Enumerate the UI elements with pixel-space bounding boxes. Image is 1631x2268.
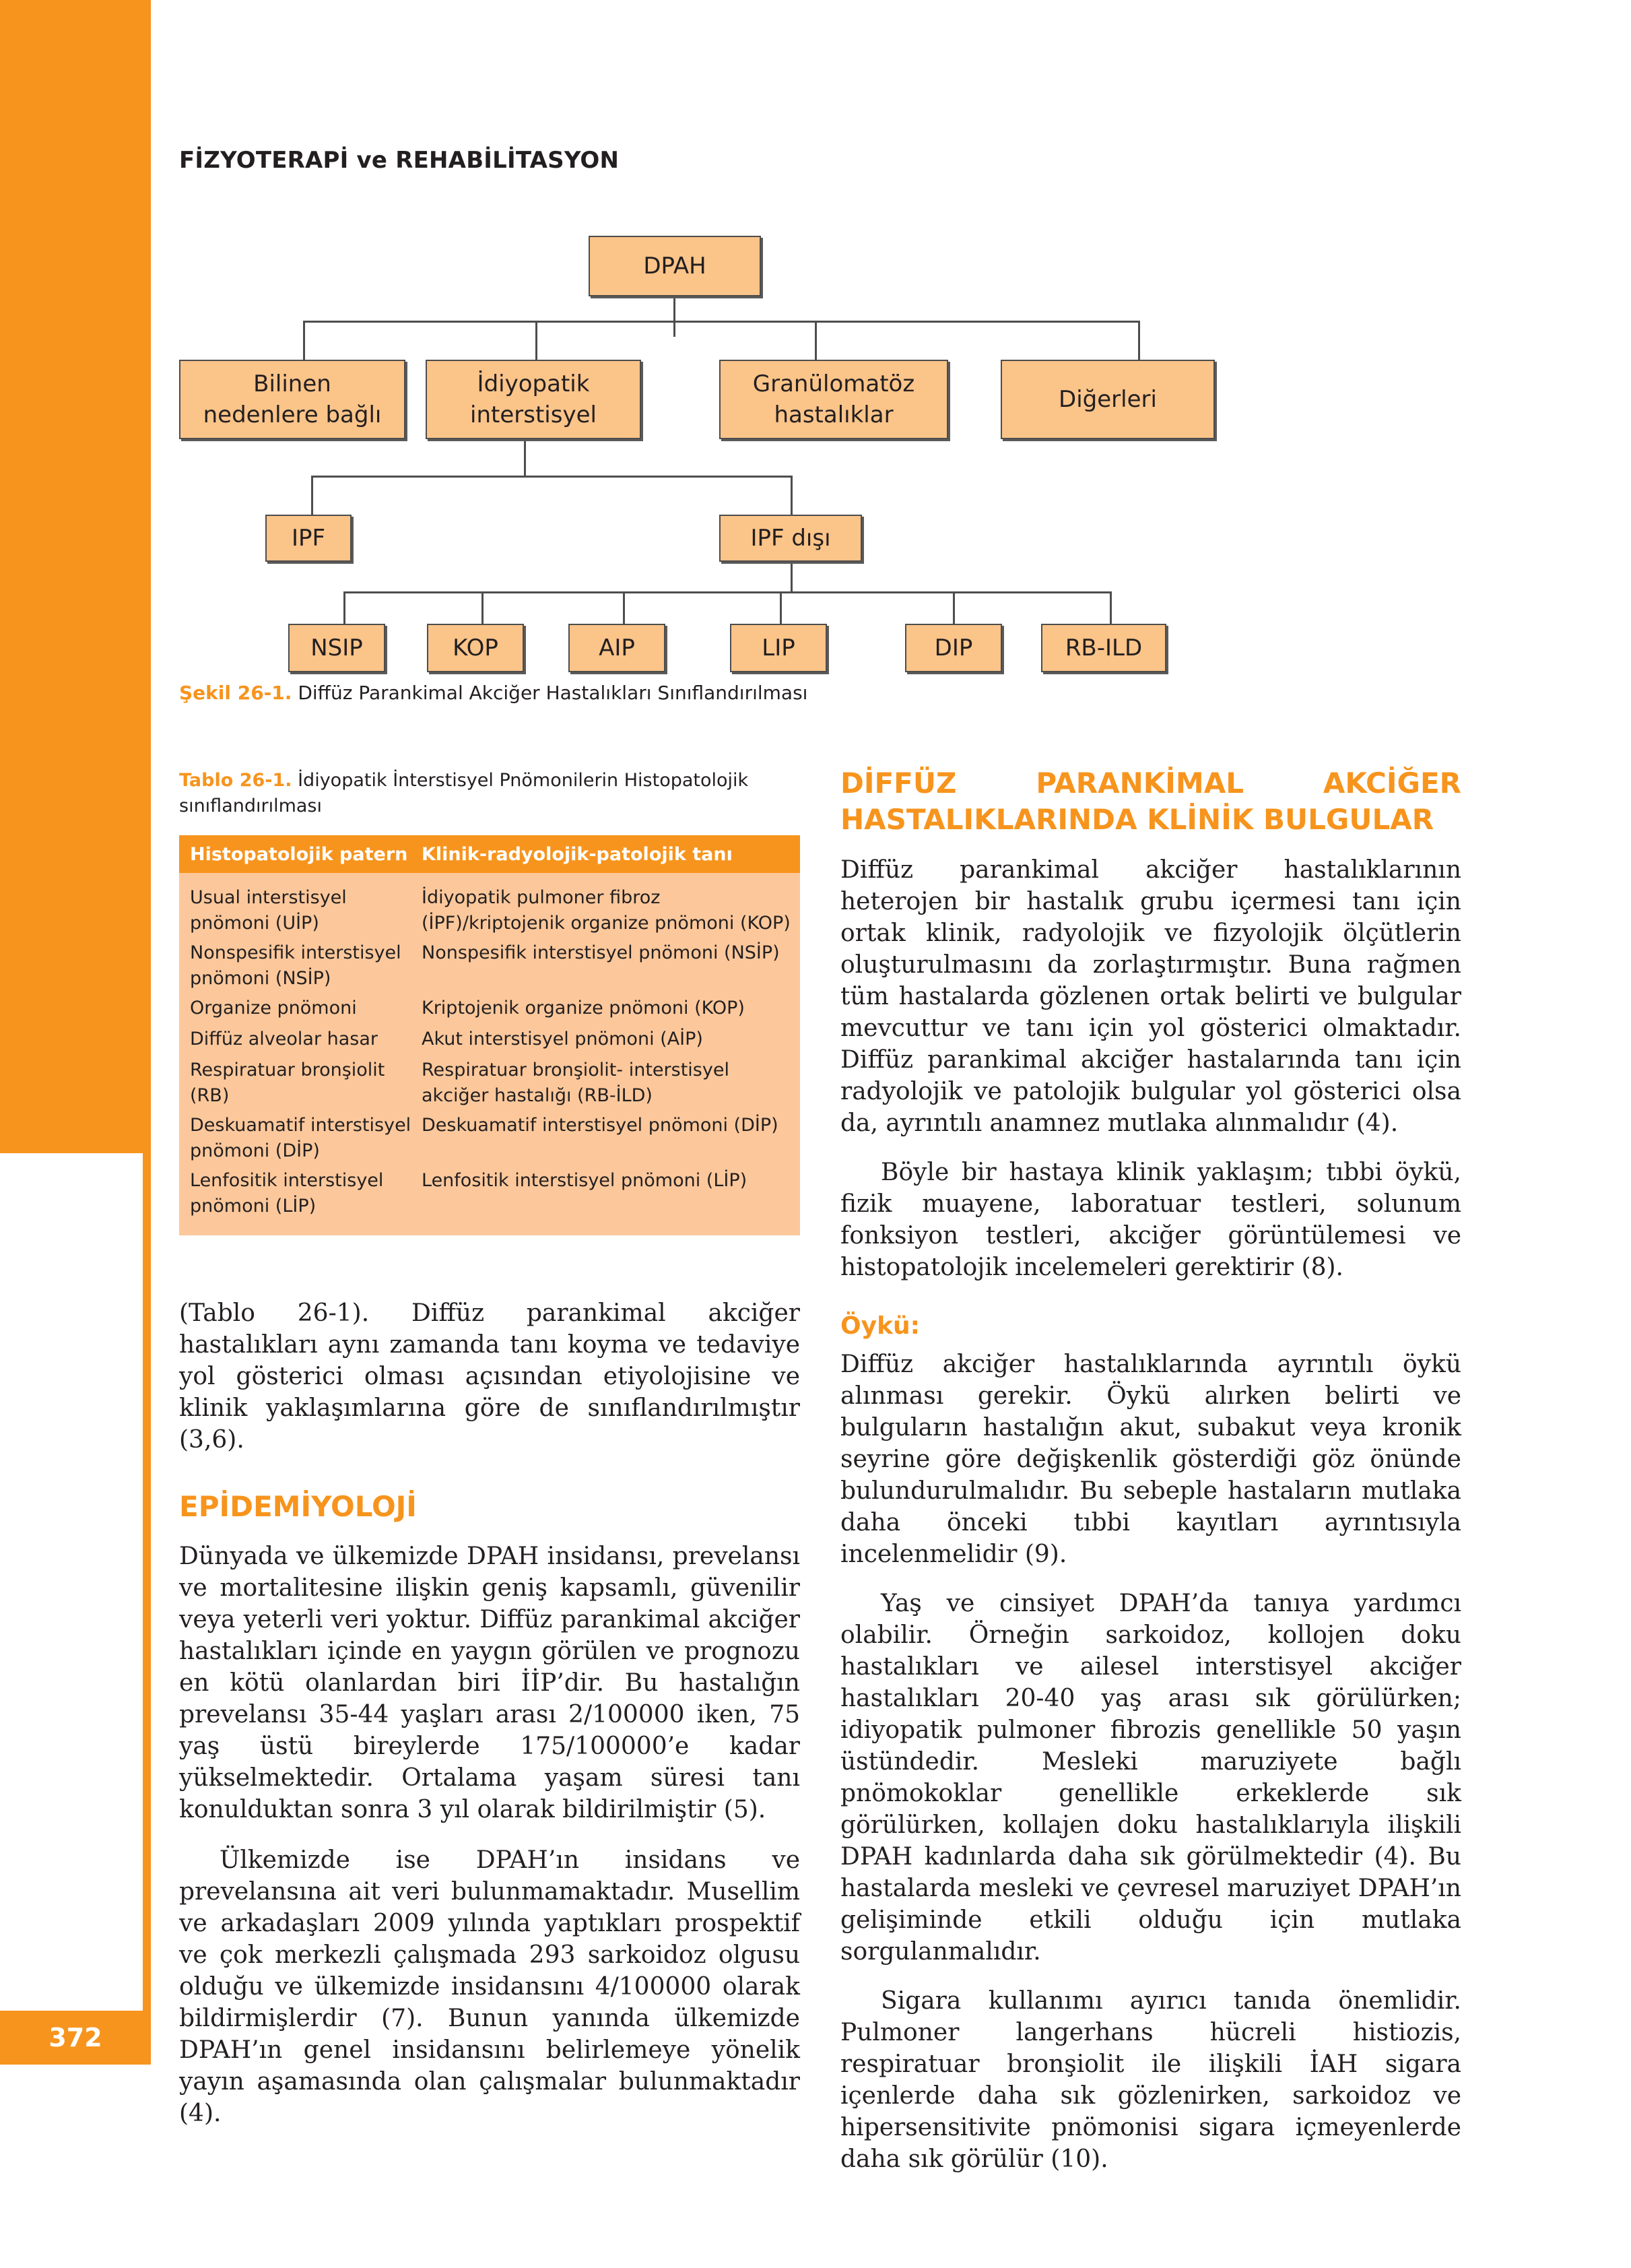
paragraph: Ülkemizde ise DPAH’ın insidans ve prevelansına ait veri bulunmamaktadır. Musellim ve arkadaşları 2009 yılında yaptıkları prospektif ve çok merkezli çalışmada 293 sarkoidoz olgusu olduğu ve ülkemizde insidansını 4/100000 olarak bildirmişlerdir (7). Bunun yanında ülkemizde DPAH’ın genel insidansını belirlemeye yönelik yayın aşamasında olan çalışmalar bulunmaktadır (4). bbox=[179, 1846, 800, 2127]
table-cell: Diffüz alveolar hasar bbox=[190, 1029, 378, 1049]
table-row bbox=[179, 1113, 800, 1164]
node-nsip: NSIP bbox=[288, 624, 385, 672]
page-number: 372 bbox=[48, 2023, 102, 2052]
table-cell: Deskuamatif interstisyel pnömoni (DİP) bbox=[422, 1115, 778, 1136]
connector bbox=[343, 591, 1111, 593]
table-header-cell: Klinik-radyolojik-patolojik tanı bbox=[422, 843, 733, 865]
figure-caption-label: Şekil 26-1. bbox=[179, 682, 292, 704]
node-ipf-disi: IPF dışı bbox=[719, 515, 862, 562]
connector bbox=[791, 562, 793, 593]
node-digerleri: Diğerleri bbox=[1001, 360, 1215, 439]
connector bbox=[524, 441, 526, 477]
table-cell: Nonspesifik interstisyel pnömoni (NSİP) bbox=[190, 942, 401, 989]
connector bbox=[623, 591, 625, 625]
table-cell: Respiratuar bronşiolit- interstisyel akciğer hastalığı (RB-İLD) bbox=[422, 1060, 729, 1106]
node-label: DPAH bbox=[643, 253, 706, 280]
node-rb-ild: RB-ILD bbox=[1041, 624, 1166, 672]
connector bbox=[780, 591, 782, 625]
table-cell: Akut interstisyel pnömoni (AİP) bbox=[422, 1029, 703, 1049]
connector bbox=[343, 591, 345, 625]
table-cell: Respiratuar bronşiolit (RB) bbox=[190, 1060, 385, 1106]
paragraph: Yaş ve cinsiyet DPAH’da tanıya yardımcı olabilir. Örneğin sarkoidoz, kollojen doku hastalıkları ve ailesel interstisyel akciğer hastalıkları 20-40 yaş arası sık görülürken; idiyopatik pulmoner fibrozis genellikle 50 yaşın üstündedir. Mesleki maruziyete bağlı pnömokoklar genellikle erkeklerde sık görülürken, kollajen doku hastalıklarıyla ilişkili DPAH kadınlarda daha sık görülmektedir (4). Bu hastalarda mesleki ve çevresel maruziyet DPAH’ın gelişiminde etkili olduğu için mutlaka sorgulanmalıdır. bbox=[840, 1590, 1461, 1966]
connector bbox=[791, 476, 793, 515]
paragraph: (Tablo 26-1). Diffüz parankimal akciğer hastalıkları aynı zamanda tanı koyma ve tedaviye yol gösterici olması açısından etiyolojisine ve klinik yaklaşımlarına göre de sınıflandırılmıştır (3,6). bbox=[179, 1299, 800, 1454]
section-heading: EPİDEMİYOLOJİ bbox=[179, 1490, 417, 1523]
classification-diagram bbox=[0, 0, 1631, 727]
table-row bbox=[179, 885, 800, 936]
table-caption-text: İdiyopatik İnterstisyel Pnömonilerin Histopatolojik sınıflandırılması bbox=[179, 770, 749, 816]
connector bbox=[303, 321, 1138, 323]
table-header bbox=[179, 835, 800, 873]
connector bbox=[1110, 591, 1112, 625]
connector bbox=[1138, 321, 1140, 360]
table-row bbox=[179, 1058, 800, 1109]
table-cell: Organize pnömoni bbox=[190, 998, 357, 1018]
table-cell: İdiyopatik pulmoner fibroz (İPF)/kriptojenik organize pnömoni (KOP) bbox=[422, 887, 791, 934]
right-column bbox=[840, 765, 1461, 2175]
table-caption-label: Tablo 26-1. bbox=[179, 770, 292, 791]
section-heading: DİFFÜZ PARANKİMAL AKCİĞER HASTALIKLARINDA KLİNİK BULGULAR bbox=[840, 767, 1461, 836]
table-cell: Usual interstisyel pnömoni (UİP) bbox=[190, 887, 347, 934]
node-ipf: IPF bbox=[265, 515, 352, 562]
connector bbox=[673, 295, 675, 337]
node-dpah bbox=[589, 236, 761, 296]
connector bbox=[311, 476, 313, 515]
table-row bbox=[179, 940, 800, 992]
figure-caption-text: Diffüz Parankimal Akciğer Hastalıkları Sınıflandırılması bbox=[292, 682, 808, 704]
table-cell: Nonspesifik interstisyel pnömoni (NSİP) bbox=[422, 942, 780, 963]
histopathology-table bbox=[179, 835, 800, 1235]
connector bbox=[535, 321, 537, 360]
left-column bbox=[179, 1297, 800, 2129]
paragraph: Sigara kullanımı ayırıcı tanıda önemlidir. Pulmoner langerhans hücreli histiozis, respiratuar bronşiolit ile ilişkili İAH sigara içenlerde daha sık gözlenirken, sarkoidoz ve hipersensitivite pnömonisi sigara içmeyenlerde daha sık görülür (10). bbox=[840, 1987, 1461, 2173]
table-caption bbox=[179, 768, 799, 819]
node-idiyopatik: İdiyopatik interstisyel bbox=[426, 360, 641, 439]
table-cell: Lenfositik interstisyel pnömoni (LİP) bbox=[190, 1170, 384, 1217]
subsection-heading: Öykü: bbox=[840, 1312, 921, 1340]
connector bbox=[303, 321, 305, 360]
paragraph: Diffüz akciğer hastalıklarında ayrıntılı öykü alınması gerekir. Öykü alırken belirti ve bulguların hastalığın akut, subakut veya kronik seyrine göre değişkenlik gösterdiği göz önünde bulundurulmalıdır. Bu sebeple hastaların mutlaka daha önceki tıbbi kayıtları ayrıntısıyla incelenmelidir (9). bbox=[840, 1351, 1461, 1568]
page-number-box bbox=[0, 2011, 151, 2065]
table-cell: Deskuamatif interstisyel pnömoni (DİP) bbox=[190, 1115, 411, 1161]
node-lip: LIP bbox=[730, 624, 827, 672]
table-cell: Lenfositik interstisyel pnömoni (LİP) bbox=[422, 1170, 747, 1191]
connector bbox=[481, 591, 484, 625]
connector bbox=[311, 476, 792, 478]
connector bbox=[815, 321, 817, 360]
node-granulomatoz: Granülomatöz hastalıklar bbox=[719, 360, 948, 439]
table-row bbox=[179, 996, 800, 1021]
node-bilinen: Bilinen nedenlere bağlı bbox=[179, 360, 405, 439]
figure-caption bbox=[179, 682, 807, 704]
table-header-cell: Histopatolojik patern bbox=[190, 843, 408, 865]
table-row bbox=[179, 1168, 800, 1219]
paragraph: Dünyada ve ülkemizde DPAH insidansı, prevelansı ve mortalitesine ilişkin geniş kapsamlı, güvenilir veya yeterli veri yoktur. Diffüz parankimal akciğer hastalıkları içinde en yaygın görülen ve prognozu en kötü olanlardan biri İİP’dir. Bu hastalığın prevelansı 35-44 yaşları arası 2/100000 iken, 75 yaş üstü bireylerde 175/100000’e kadar yükselmektedir. Ortalama yaşam süresi tanı konulduktan sonra 3 yıl olarak bildirilmiştir (5). bbox=[179, 1543, 800, 1823]
table-cell: Kriptojenik organize pnömoni (KOP) bbox=[422, 998, 745, 1018]
node-dip: DIP bbox=[905, 624, 1002, 672]
node-kop: KOP bbox=[427, 624, 524, 672]
table-row bbox=[179, 1027, 800, 1052]
side-bar-gap bbox=[0, 1153, 143, 2048]
paragraph: Böyle bir hastaya klinik yaklaşım; tıbbi öykü, fizik muayene, laboratuar testleri, solunum fonksiyon testleri, akciğer görüntülemesi ve histopatolojik incelemeleri gerektirir (8). bbox=[840, 1159, 1461, 1281]
connector bbox=[953, 591, 955, 625]
running-header: FİZYOTERAPİ ve REHABİLİTASYON bbox=[179, 147, 620, 174]
paragraph: Diffüz parankimal akciğer hastalıklarının heterojen bir hastalık grubu içermesi tanı için ortak klinik, radyolojik ve fizyolojik ölçütlerin oluşturulmasını da zorlaştırmıştır. Buna rağmen tüm hastalarda gözlenen ortak belirti ve bulgular mevcuttur ve tanı için yol gösterici olmaktadır. Diffüz parankimal akciğer hastalarında tanı için radyolojik ve patolojik bulgular yol gösterici olsa da, ayrıntılı anamnez mutlaka alınmalıdır (4). bbox=[840, 856, 1461, 1137]
node-aip: AIP bbox=[568, 624, 665, 672]
